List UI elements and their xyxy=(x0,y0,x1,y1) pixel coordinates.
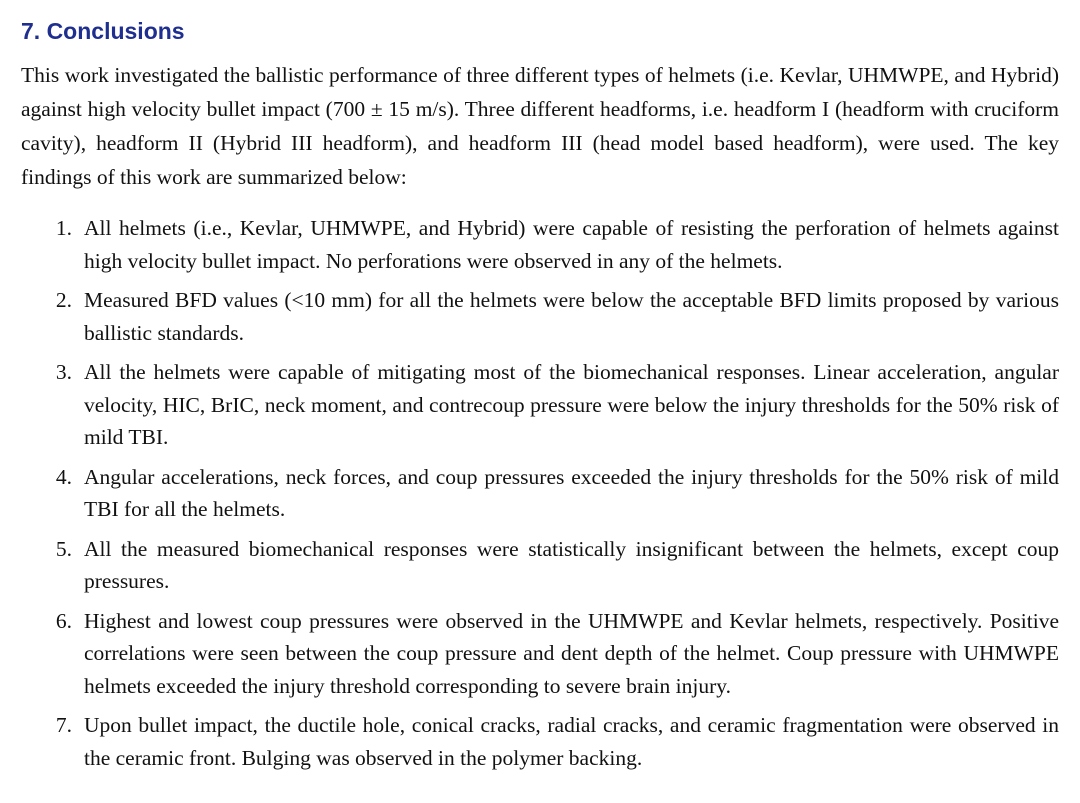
finding-item xyxy=(21,461,1059,526)
finding-text: Angular accelerations, neck forces, and coup pressures exceeded the injury thresholds for the 50% risk of mild TBI for all the helmets. xyxy=(84,464,1059,521)
finding-text: Measured BFD values (<10 mm) for all the helmets were below the acceptable BFD limits proposed by various ballistic standards. xyxy=(84,288,1059,345)
finding-number: 3. xyxy=(55,360,72,384)
findings-list xyxy=(21,212,1059,774)
finding-item xyxy=(21,284,1059,349)
finding-number: 5. xyxy=(55,536,72,561)
finding-number: 7. xyxy=(55,713,72,737)
section-heading: 7. Conclusions xyxy=(21,18,185,44)
finding-item xyxy=(21,533,1059,598)
conclusions-section xyxy=(21,0,1059,781)
finding-number: 2. xyxy=(55,288,72,312)
finding-item xyxy=(21,605,1059,703)
intro-paragraph: This work investigated the ballistic performance of three different types of helmets (i.e. Kevlar, UHMWPE, and Hybrid) against high velocity bullet impact (700 ± 15 m/s). Three different headforms, i.e. headform I (headform with cruciform cavity), headform II (Hybrid III headform), and headform III (head model based headform), were used. The key findings of this work are summarized below: xyxy=(21,63,1059,189)
finding-text: All the helmets were capable of mitigating most of the biomechanical responses. Linear acceleration, angular velocity, HIC, BrIC, neck moment, and contrecoup pressure were below the injury thresholds for the 50% risk of mild TBI. xyxy=(84,360,1059,449)
finding-item xyxy=(21,356,1059,454)
finding-item xyxy=(21,709,1059,774)
finding-item xyxy=(21,212,1059,277)
finding-text: Highest and lowest coup pressures were observed in the UHMWPE and Kevlar helmets, respectively. Positive correlations were seen between the coup pressure and dent depth of the helmet. Coup pressure with UHMWPE helmets exceeded the injury threshold corresponding to severe brain injury. xyxy=(84,608,1059,698)
finding-text: All the measured biomechanical responses were statistically insignificant between the helmets, except coup pressures. xyxy=(84,536,1059,593)
finding-text: Upon bullet impact, the ductile hole, conical cracks, radial cracks, and ceramic fragmentation were observed in the ceramic front. Bulging was observed in the polymer backing. xyxy=(84,713,1059,770)
finding-number: 1. xyxy=(55,216,72,240)
finding-number: 4. xyxy=(55,464,72,489)
finding-number: 6. xyxy=(55,608,72,633)
finding-text: All helmets (i.e., Kevlar, UHMWPE, and Hybrid) were capable of resisting the perforation of helmets against high velocity bullet impact. No perforations were observed in any of the helmets. xyxy=(84,216,1059,273)
